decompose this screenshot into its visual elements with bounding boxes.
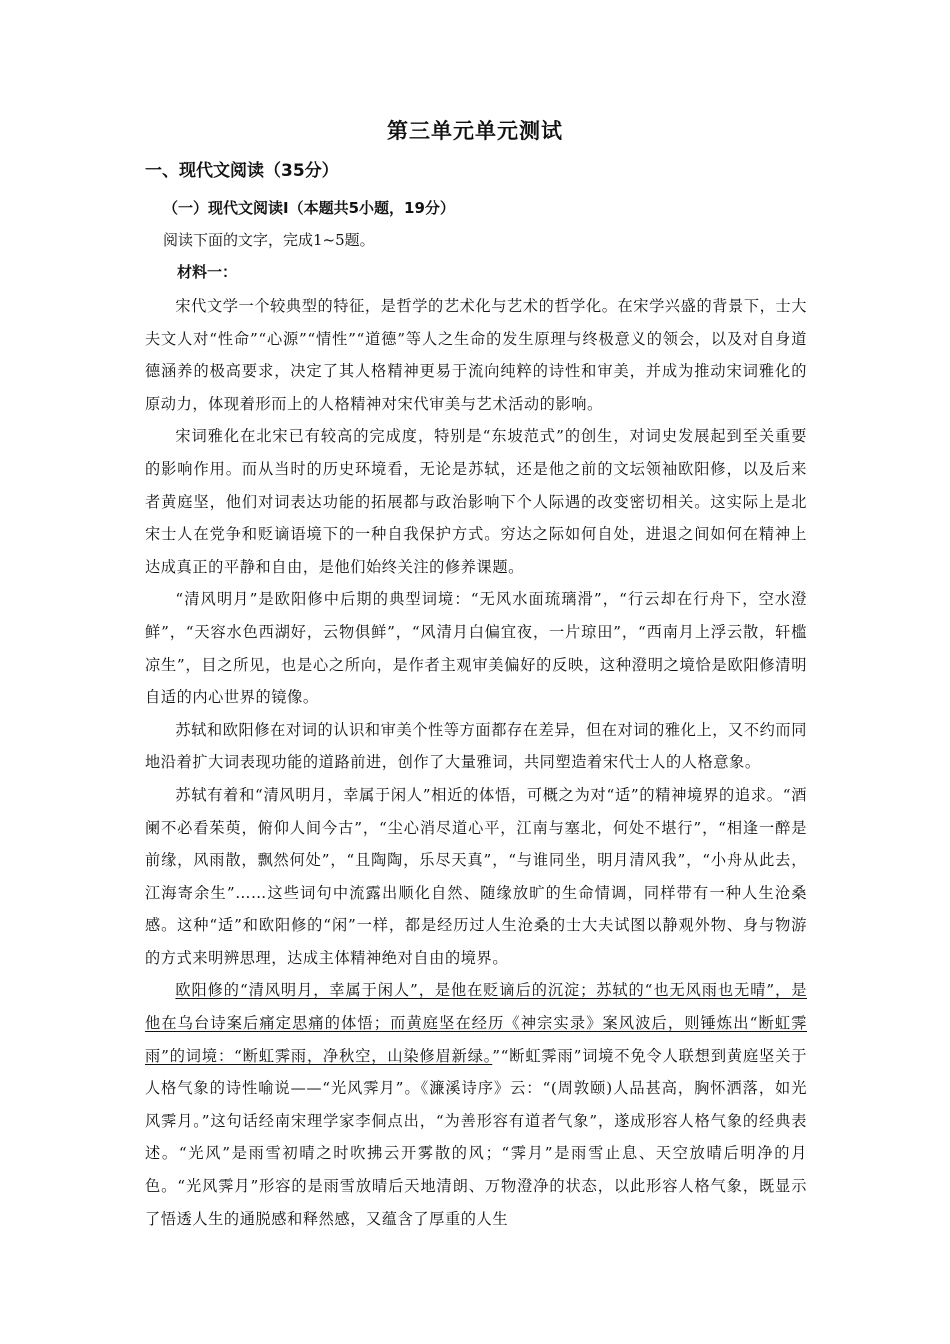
material-label: 材料一： bbox=[177, 263, 238, 281]
paragraph-2: 宋词雅化在北宋已有较高的完成度，特别是“东坡范式”的创生，对词史发展起到至关重要的影响作用。而从当时的历史环境看，无论是苏轼，还是他之前的文坛领袖欧阳修，以及后来者黄庭坚，他们对词表达功能的拓展都与政治影响下个人际遇的改变密切相关。这实际上是北宋士人在党争和贬谪语境下的一种自我保护方式。穷达之际如何自处，进退之间如何在精神上达成真正的平静和自由，是他们始终关注的修养课题。 bbox=[145, 427, 807, 576]
paragraph-6-rest: ”“断虹霁雨”词境不免令人联想到黄庭坚关于人格气象的诗性喻说——“光风霁月”。《濂溪诗序》云：“(周敦颐)人品甚高，胸怀洒落，如光风霁月。”这句话经南宋理学家李侗点出，“为善形容有道者气象”，遂成形容人格气象的经典表述。“光风”是雨雪初晴之时吹拂云开雾散的风；“霁月”是雨雪止息、天空放晴后明净的月色。“光风霁月”形容的是雨雪放晴后天地清朗、万物澄净的状态，以此形容人格气象，既显示了悟透人生的通脱感和释然感，又蕴含了厚重的人生 bbox=[145, 1046, 807, 1228]
underlined-passage: 欧阳修的“清风明月，幸属于闲人”，是他在贬谪后的沉淀；苏轼的“也无风雨也无晴”，是他在乌台诗案后痛定思痛的体悟；而黄庭坚在经历《神宗实录》案风波后，则锤炼出“断虹霁雨”的词境：“断虹霁雨，净秋空，山染修眉新绿。 bbox=[145, 981, 807, 1065]
paragraph-5: 苏轼有着和“清风明月，幸属于闲人”相近的体悟，可概之为对“适”的精神境界的追求。“酒阑不必看茱萸，俯仰人间今古”，“尘心消尽道心平，江南与塞北，何处不堪行”，“相逢一醉是前缘，风雨散，飘然何处”，“且陶陶，乐尽天真”，“与谁同坐，明月清风我”，“小舟从此去，江海寄余生”……这些词句中流露出顺化自然、随缘放旷的生命情调，同样带有一种人生沧桑感。这种“适”和欧阳修的“闲”一样，都是经历过人生沧桑的士大夫试图以静观外物、身与物游的方式来明辨思理，达成主体精神绝对自由的境界。 bbox=[145, 785, 807, 967]
paragraph-1: 宋代文学一个较典型的特征，是哲学的艺术化与艺术的哲学化。在宋学兴盛的背景下，士大夫文人对“性命”“心源”“情性”“道德”等人之生命的发生原理与终极意义的领会，以及对自身道德涵养的极高要求，决定了其人格精神更易于流向纯粹的诗性和审美，并成为推动宋词雅化的原动力，体现着形而上的人格精神对宋代审美与艺术活动的影响。 bbox=[145, 297, 807, 413]
section-heading: 一、现代文阅读（35分） bbox=[145, 161, 339, 181]
subsection-heading: （一）现代文阅读Ⅰ（本题共5小题，19分） bbox=[163, 199, 455, 217]
paragraph-3: “清风明月”是欧阳修中后期的典型词境：“无风水面琉璃滑”，“行云却在行舟下，空水澄鲜”，“天容水色西湖好，云物俱鲜”，“风清月白偏宜夜，一片琼田”，“西南月上浮云散，轩槛凉生”，目之所见，也是心之所向，是作者主观审美偏好的反映，这种澄明之境恰是欧阳修清明自适的内心世界的镜像。 bbox=[145, 590, 807, 707]
paragraph-4: 苏轼和欧阳修在对词的认识和审美个性等方面都存在差异，但在对词的雅化上，又不约而同地沿着扩大词表现功能的道路前进，创作了大量雅词，共同塑造着宋代士人的人格意象。 bbox=[145, 720, 807, 772]
paragraph-6 bbox=[145, 974, 807, 1235]
instruction-text: 阅读下面的文字，完成1~5题。 bbox=[163, 231, 375, 249]
article-body bbox=[145, 290, 807, 1235]
page-title: 第三单元单元测试 bbox=[387, 119, 563, 143]
